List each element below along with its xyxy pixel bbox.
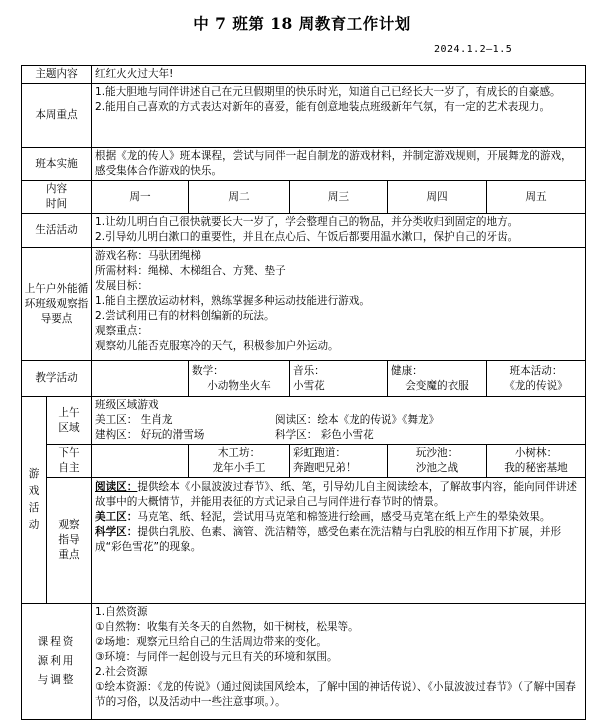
- area-left: 建构区： 好玩的滑雪场: [95, 429, 205, 441]
- corner-content: 内容: [45, 183, 68, 195]
- focus-content: [92, 84, 586, 148]
- games-observe-label: [47, 478, 92, 604]
- resources-label: [22, 604, 92, 720]
- area-right: 科学区： 彩色小雪花: [275, 429, 374, 441]
- observe-item-text: 马克笔、纸、轻泥，尝试用马克笔和棉签进行绘画，感受马克笔在纸上产生的晕染效果。: [137, 511, 551, 523]
- teaching-topic: 小动物坐火车: [207, 379, 271, 392]
- outdoor-line: 所需材料：绳梯、木梯组合、方凳、垫子: [95, 265, 286, 277]
- observe-item: [95, 480, 582, 510]
- games-morning-line: [95, 428, 582, 443]
- games-morning-row: [22, 397, 586, 445]
- date-range: 2024.1.2—1.5: [434, 44, 513, 55]
- focus-label: 本周重点: [22, 84, 92, 148]
- games-observe-content: [92, 478, 586, 604]
- afternoon-cell-wed: [290, 445, 388, 478]
- observe-item: [95, 525, 582, 555]
- afternoon-game: 我的秘密基地: [504, 462, 568, 474]
- outdoor-content: [92, 248, 586, 361]
- games-observe-label-text: 观察指导重点: [58, 519, 80, 561]
- games-morning-label: [47, 397, 92, 445]
- theme-value: 红红火火过大年!: [92, 66, 586, 84]
- implementation-label: 班本实施: [22, 148, 92, 181]
- afternoon-cell-thu: [388, 445, 487, 478]
- resources-line: 1.自然资源: [95, 606, 148, 618]
- day-header: 周五: [487, 181, 586, 214]
- teaching-row: [22, 361, 586, 397]
- resources-line: ①绘本资源：《龙的传说》（通过阅读国风绘本，了解中国的神话传说）、《小鼠波波过春节》（了解中国春节的习俗，以及活动中一些注意事项。）。: [95, 681, 576, 708]
- area-right: 阅读区：绘本《龙的传说》《舞龙》: [275, 414, 440, 426]
- theme-label: 主题内容: [22, 66, 92, 84]
- implementation-value: 根据《龙的传人》班本课程，尝试与同伴一起自制龙的游戏材料，并制定游戏规则，开展舞龙的游戏，感受集体合作游戏的快乐。: [92, 148, 586, 181]
- afternoon-game: 沙池之战: [415, 462, 459, 474]
- page-title: 中 7 班第 18 周教育工作计划: [193, 14, 411, 33]
- outdoor-label: 上午户外能循环班级观察指导要点: [22, 248, 92, 361]
- observe-item-head: 美工区：: [95, 511, 138, 523]
- afternoon-cell-fri: [487, 445, 586, 478]
- games-afternoon-label: [47, 445, 92, 478]
- afternoon-game: 龙年小手工: [212, 462, 266, 474]
- corner-time: 时间: [45, 198, 68, 210]
- outdoor-line: 2.尝试利用已有的材料创编新的玩法。: [95, 310, 275, 322]
- implementation-row: [22, 148, 586, 181]
- focus-item: 1.能大胆地与同伴讲述自己在元旦假期里的快乐时光，知道自己已经长大一岁了，有成长的自豪感。: [95, 86, 561, 98]
- games-morning-content: [92, 397, 586, 445]
- afternoon-area: 木工坊：: [217, 447, 261, 459]
- afternoon-cell-mon: [92, 445, 189, 478]
- observe-item-text: 提供白乳胶、色素、滴管、洗洁精等，感受色素在洗洁精与白乳胶的相互作用下扩展，并形成“彩色雪花”的现象。: [95, 526, 562, 553]
- afternoon-area: 小树林：: [514, 447, 558, 459]
- games-afternoon-row: [22, 445, 586, 478]
- focus-row: [22, 84, 586, 148]
- outdoor-line: 游戏名称：马驮团绳梯: [95, 250, 201, 262]
- resources-line: ②场地：观察元旦给自己的生活周边带来的变化。: [95, 636, 327, 648]
- day-header: 周二: [189, 181, 290, 214]
- theme-row: [22, 66, 586, 84]
- observe-item-text: 提供绘本《小鼠波波过春节》、纸、笔，引导幼儿自主阅读绘本，了解故事内容，能向同伴讲述故事中的大概情节，并能用表征的方式记录自己与同伴进行春节时的情景。: [95, 481, 578, 508]
- games-morning-line: [95, 413, 582, 428]
- day-header: 周一: [92, 181, 189, 214]
- afternoon-cell-tue: [189, 445, 290, 478]
- outdoor-line: 观察幼儿能否克服寒冷的天气，积极参加户外运动。: [95, 340, 339, 352]
- afternoon-area: 玩沙池：: [415, 447, 459, 459]
- day-header: 周四: [388, 181, 487, 214]
- observe-item-head: 科学区：: [95, 526, 138, 538]
- resources-label-text: 课程资源利用与调整: [37, 636, 76, 686]
- resources-content: [92, 604, 586, 720]
- teaching-cell-tue: [189, 361, 290, 397]
- life-label: 生活活动: [22, 214, 92, 248]
- outdoor-line: 观察重点：: [95, 325, 148, 337]
- area-left: 美工区： 生肖龙: [95, 414, 173, 426]
- teaching-cell-thu: [388, 361, 487, 397]
- life-item: 2.引导幼儿明白漱口的重要性，并且在点心后、午饭后都要用温水漱口，保护自己的牙齿。: [95, 231, 519, 243]
- teaching-label: 教学活动: [22, 361, 92, 397]
- teaching-cell-mon: [92, 361, 189, 397]
- life-row: [22, 214, 586, 248]
- afternoon-game: 奔跑吧兄弟！: [293, 462, 357, 474]
- games-morning-title: 班级区域游戏: [95, 399, 159, 411]
- teaching-cell-fri: [487, 361, 586, 397]
- resources-line: ③环境：与同伴一起创设与元旦有关的环境和氛围。: [95, 651, 338, 663]
- days-header-row: [22, 181, 586, 214]
- content-time-corner: [22, 181, 92, 214]
- observe-item: [95, 510, 582, 525]
- teaching-subject: 音乐：: [293, 364, 325, 377]
- outdoor-line: 1.能自主摆放运动材料，熟练掌握多种运动技能进行游戏。: [95, 295, 370, 307]
- resources-line: 2.社会资源: [95, 666, 148, 678]
- resources-row: [22, 604, 586, 720]
- games-morning-label-text: 上午区域: [58, 406, 80, 434]
- teaching-topic: 会变魔的衣服: [405, 379, 469, 392]
- teaching-topic: 小雪花: [293, 379, 325, 392]
- day-header: 周三: [290, 181, 388, 214]
- weekly-plan-table: [21, 65, 586, 720]
- teaching-subject: 健康：: [391, 364, 423, 377]
- afternoon-area: 彩虹跑道：: [293, 447, 346, 459]
- resources-line: ①自然物：收集有关冬天的自然物，如干树枝，松果等。: [95, 621, 359, 633]
- outdoor-line: 发展目标：: [95, 280, 148, 292]
- teaching-subject: 数学：: [192, 364, 224, 377]
- outdoor-row: [22, 248, 586, 361]
- games-afternoon-label-text: 下午自主: [58, 447, 80, 474]
- teaching-topic: 《龙的传说》: [504, 379, 568, 392]
- teaching-cell-wed: [290, 361, 388, 397]
- games-label: [22, 397, 47, 604]
- teaching-subject: 班本活动：: [509, 364, 563, 377]
- life-content: [92, 214, 586, 248]
- observe-item-head: 阅读区：: [95, 481, 138, 493]
- games-label-text: 游戏活动: [28, 468, 40, 531]
- life-item: 1.让幼儿明白自己很快就要长大一岁了，学会整理自己的物品，并分类收归到固定的地方。: [95, 216, 519, 228]
- games-observe-row: [22, 478, 586, 604]
- focus-item: 2.能用自己喜欢的方式表达对新年的喜爱，能有创意地装点班级新年气氛，有一定的艺术表现力。: [95, 101, 551, 113]
